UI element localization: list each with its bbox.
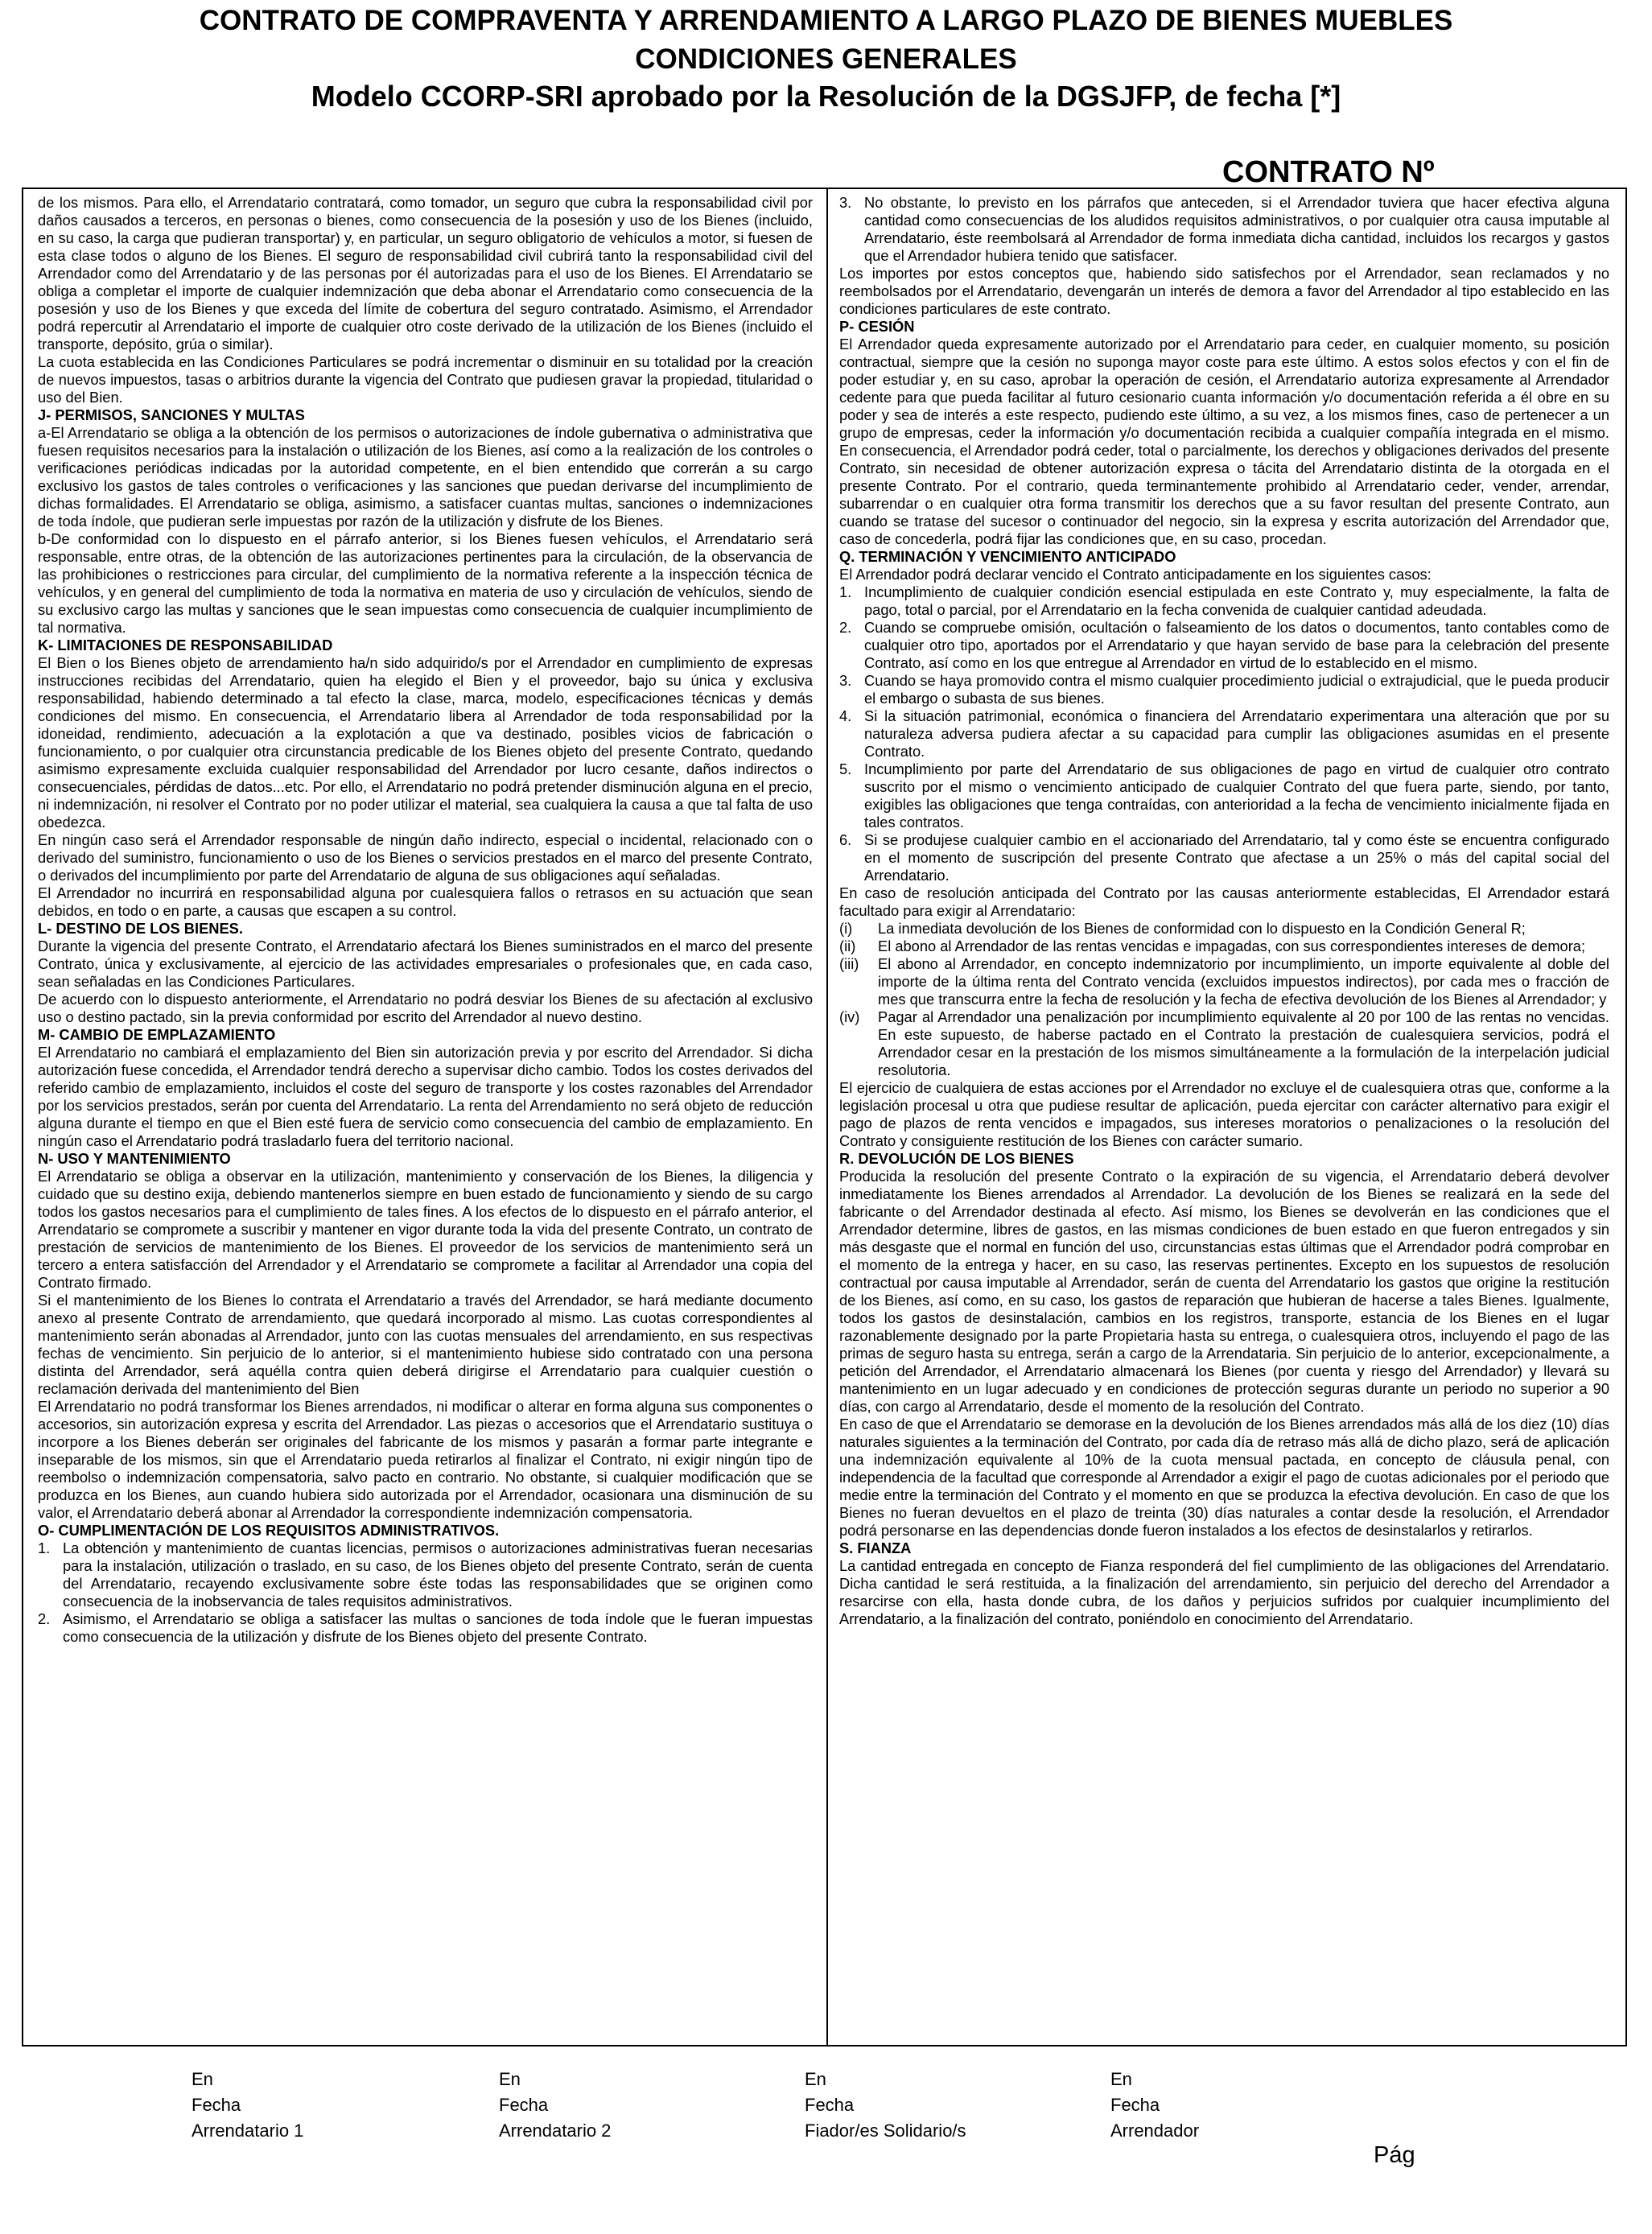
list-item	[839, 831, 1609, 884]
list-text: Si se produjese cualquier cambio en el accionariado del Arrendatario, tal y como éste se encuentra configurado en el momento de suscripción del presente Contrato que afectase a un 25% o más del capital social del Arrendatario.	[864, 831, 1609, 884]
paragraph: Producida la resolución del presente Contrato o la expiración de su vigencia, el Arrendatario deberá devolver inmediatamente los Bienes arrendados al Arrendador. La devolución de los Bienes se realizará en la sede del fabricante o del Arrendador destinada al efecto. Así mismo, los Bienes se devolverán en las condiciones que el Arrendador determine, libres de gastos, en las mismas condiciones de buen estado en que fueron entregados y sin más desgaste que el normal en función del uso, circunstancias estas últimas que el Arrendador podrá comprobar en el momento de la entrega y hacer, en su caso, las reservas pertinentes. Excepto en los supuestos de resolución contractual por causa imputable al Arrendador, serán de cuenta del Arrendatario los gastos que origine la restitución de los Bienes, así como, en su caso, los gastos de reparación que hubieran de hacerse a tales Bienes. Igualmente, todos los gastos de desinstalación, cambios en los registros, transporte, estancia de los Bienes en el lugar razonablemente designado por la parte Propietaria hasta su entrega, o cualesquiera otros, incluyendo el pago de las primas de seguro hasta su entrega, serán a cargo de la Arrendataria. Sin perjuicio de lo anterior, excepcionalmente, a petición del Arrendador, el Arrendatario almacenará los Bienes (por cuenta y riesgo del Arrendador) y llevará su mantenimiento en un lugar adecuado y en condiciones de protección seguras durante un periodo no superior a 90 días, con cargo al Arrendatario, desde el momento de la resolución del Contrato.	[839, 1168, 1609, 1415]
list-text: La obtención y mantenimiento de cuantas licencias, permisos o autorizaciones administrativas fueran necesarias para la instalación, utilización o traslado, en su caso, de los Bienes objeto del presente Contrato, serán de cuenta del Arrendatario, recayendo exclusivamente sobre éste todas las responsabilidades que se originen como consecuencia de la inobservancia de tales requisitos administrativos.	[63, 1539, 813, 1610]
section-heading-j: J- PERMISOS, SANCIONES Y MULTAS	[38, 406, 305, 423]
list-text: Incumplimiento por parte del Arrendatario de sus obligaciones de pago en virtud de cualquier otro contrato suscrito por el mismo o vencimiento anticipado de cualquier Contrato del que fuera parte, siendo, por tanto, exigibles las obligaciones que tenga contraídas, con anterioridad a la fecha de vencimiento inicialmente fijada en tales contratos.	[864, 760, 1609, 831]
signature-block-arrendatario-2	[499, 2067, 611, 2144]
signature-role: Fiador/es Solidario/s	[805, 2121, 966, 2141]
paragraph: En caso de resolución anticipada del Contrato por las causas anteriormente establecidas, El Arrendador estará facultado para exigir al Arrendatario:	[839, 884, 1609, 919]
list-item	[839, 619, 1609, 672]
section-heading-s: S. FIANZA	[839, 1539, 912, 1556]
list-item	[839, 1008, 1609, 1079]
signature-place: En	[805, 2069, 826, 2089]
list-item	[839, 583, 1609, 619]
paragraph: Durante la vigencia del presente Contrato, el Arrendatario afectará los Bienes suministrados en el marco del presente Contrato, única y exclusivamente, al ejercicio de las actividades empresariales o profesionales que, en cada caso, sean señaladas en las Condiciones Particulares.	[38, 938, 813, 990]
signature-date: Fecha	[192, 2095, 241, 2115]
signature-place: En	[499, 2069, 521, 2089]
list-number: 2.	[839, 619, 852, 636]
list-text: Si la situación patrimonial, económica o financiera del Arrendatario experimentara una alteración que por su naturaleza adversa pudiera afectar a su capacidad para cumplir las obligaciones asumidas en el presente Contrato.	[864, 707, 1609, 760]
list-item	[839, 194, 1609, 265]
signature-place: En	[192, 2069, 213, 2089]
document-title: CONTRATO DE COMPRAVENTA Y ARRENDAMIENTO A LARGO PLAZO DE BIENES MUEBLES	[199, 5, 1453, 36]
paragraph: El Arrendador queda expresamente autorizado por el Arrendatario para ceder, en cualquier momento, su posición contractual, siempre que la cesión no suponga mayor coste para este último. A estos solos efectos y con el fin de poder estudiar y, en su caso, aprobar la operación de cesión, el Arrendatario autoriza expresamente al Arrendador cedente para que pueda facilitar al futuro cesionario cuanta información y/o documentación referida a él obre en su poder y sea de interés a este respecto, pudiendo este último, a su vez, a los mismos fines, caso de pertenecer a un grupo de empresas, ceder la información y/o documentación recibida a cualquier compañía integrada en el mismo. En consecuencia, el Arrendador podrá ceder, total o parcialmente, los derechos y obligaciones derivados del presente Contrato, sin necesidad de obtener autorización expresa o tácita del Arrendatario distinta de la otorgada en el presente Contrato. Por el contrario, queda terminantemente prohibido al Arrendatario ceder, vender, arrendar, subarrendar o en cualquier otra forma transmitir los derechos que a su favor resultan del presente Contrato, aun cuando se tratase del sucesor o continuador del negocio, sin la expresa y escrita autorización del Arrendador que, caso de concederla, podrá fijar las condiciones que, en su caso, procedan.	[839, 336, 1609, 547]
list-text: El abono al Arrendador, en concepto indemnizatorio por incumplimiento, un importe equivalente al doble del importe de la última renta del Contrato vencida (excluidos impuestos indirectos), por cada mes o fracción de mes que transcurra entre la fecha de resolución y la fecha de efectiva devolución de los Bienes al Arrendador; y	[878, 955, 1609, 1008]
section-heading-n: N- USO Y MANTENIMIENTO	[38, 1150, 231, 1167]
paragraph: En caso de que el Arrendatario se demorase en la devolución de los Bienes arrendados más allá de los diez (10) días naturales siguientes a la terminación del Contrato, por cada día de retraso más allá de dicho plazo, será de aplicación una indemnización equivalente al 10% de la cuota mensual pactada, en concepto de cláusula penal, con independencia de la facultad que corresponde al Arrendador a exigir el pago de cuotas adicionales por el periodo que medie entre la terminación del Contrato y el momento en que se produzca la efectiva devolución. En caso de que los Bienes no fueran devueltos en el plazo de treinta (30) días naturales a contar desde la resolución, el Arrendador podrá personarse en las dependencias donde fueron instalados a los efectos de desinstalarlos y retirarlos.	[839, 1416, 1609, 1539]
paragraph: La cuota establecida en las Condiciones Particulares se podrá incrementar o disminuir en su totalidad por la creación de nuevos impuestos, tasas o arbitrios durante la vigencia del Contrato que pudiesen gravar la propiedad, titularidad o uso del Bien.	[38, 353, 813, 406]
list-text: Asimismo, el Arrendatario se obliga a satisfacer las multas o sanciones de toda índole que le fueran impuestas como consecuencia de la utilización y disfrute de los Bienes objeto del presente Contrato.	[63, 1610, 813, 1645]
paragraph: El Arrendatario no cambiará el emplazamiento del Bien sin autorización previa y por escrito del Arrendador. Si dicha autorización fuese concedida, el Arrendador tendrá derecho a supervisar dicho cambio. Todos los costes derivados del referido cambio de emplazamiento, incluidos el coste del seguro de transporte y los costes razonables del Arrendador por los servicios prestados, serán por cuenta del Arrendatario. La renta del Arrendamiento no será objeto de reducción alguna durante el tiempo en que el Bien esté fuera de servicio como consecuencia del cambio de emplazamiento. En ningún caso el Arrendatario podrá trasladarlo fuera del territorio nacional.	[38, 1044, 813, 1149]
list-item	[839, 938, 1609, 955]
signature-date: Fecha	[805, 2095, 855, 2115]
signature-date: Fecha	[499, 2095, 549, 2115]
section-heading-p: P- CESIÓN	[839, 318, 915, 335]
section-heading-o: O- CUMPLIMENTACIÓN DE LOS REQUISITOS ADMINISTRATIVOS.	[38, 1522, 500, 1539]
list-number: (iv)	[839, 1008, 860, 1025]
signature-role: Arrendatario 2	[499, 2121, 612, 2141]
paragraph: El Arrendador podrá declarar vencido el Contrato anticipadamente en los siguientes casos:	[839, 566, 1432, 583]
list-item	[38, 1539, 813, 1610]
list-text: La inmediata devolución de los Bienes de conformidad con lo dispuesto en la Condición General R;	[878, 920, 1526, 937]
page-label: Pág	[1374, 2142, 1415, 2168]
column-divider	[826, 188, 828, 2046]
list-number: 1.	[38, 1539, 51, 1556]
paragraph: En ningún caso será el Arrendador responsable de ningún daño indirecto, especial o incidental, relacionado con o derivado del suministro, funcionamiento o uso de los Bienes o servicios prestados en el marco del presente Contrato, o derivados del incumplimiento por parte del Arrendatario de alguna de sus obligaciones aquí señaladas.	[38, 831, 813, 884]
section-heading-q: Q. TERMINACIÓN Y VENCIMIENTO ANTICIPADO	[839, 548, 1176, 565]
list-number: 4.	[839, 707, 852, 724]
signature-role: Arrendador	[1110, 2121, 1200, 2141]
paragraph: El Bien o los Bienes objeto de arrendamiento ha/n sido adquirido/s por el Arrendador en cumplimiento de expresas instrucciones recibidas del Arrendatario, quien ha elegido el Bien y el proveedor, bajo su única y exclusiva responsabilidad, habiendo determinado a tal efecto la clase, marca, modelo, especificaciones técnicas y demás condiciones del mismo. En consecuencia, el Arrendatario libera al Arrendador de toda responsabilidad por la idoneidad, rendimiento, adecuación a la explotación a que va destinado, posibles vicios de fabricación o funcionamiento, o por cualquier otra circunstancia predicable de los Bienes objeto del presente Contrato, quedando asimismo expresamente excluida cualquier responsabilidad del Arrendador por lucro cesante, daños indirectos o consecuenciales, pérdidas de datos...etc. Por ello, el Arrendatario no podrá pretender disminución alguna en el precio, ni indemnización, ni resolver el Contrato por no poder utilizar el material, sea cualquiera la causa a que tal falta de uso obedezca.	[38, 654, 813, 831]
model-reference: Modelo CCORP-SRI aprobado por la Resolución de la DGSJFP, de fecha [*]	[311, 80, 1341, 113]
section-heading-l: L- DESTINO DE LOS BIENES.	[38, 920, 243, 937]
list-number: (iii)	[839, 955, 859, 972]
list-item	[839, 920, 1609, 938]
list-text: Pagar al Arrendador una penalización por incumplimiento equivalente al 20 por 100 de las rentas no vencidas. En este supuesto, de haberse pactado en el Contrato la prestación de cualesquiera servicios, podrá el Arrendador cesar en la prestación de los mismos simultáneamente a la formulación de la interpelación judicial resolutoria.	[878, 1008, 1609, 1078]
list-text: Incumplimiento de cualquier condición esencial estipulada en este Contrato y, muy especialmente, la falta de pago, total o parcial, por el Arrendatario en la fecha convenida de cualquier cantidad adeudada.	[864, 583, 1609, 618]
left-column	[38, 194, 813, 2035]
paragraph: Los importes por estos conceptos que, habiendo sido satisfechos por el Arrendador, sean reclamados y no reembolsados por el Arrendatario, devengarán un interés de demora a favor del Arrendador al tipo establecido en las condiciones particulares de este contrato.	[839, 265, 1609, 317]
signature-block-fiador	[805, 2067, 966, 2144]
list-number: 2.	[38, 1610, 51, 1627]
list-item	[839, 707, 1609, 760]
paragraph: a-El Arrendatario se obliga a la obtención de los permisos o autorizaciones de índole gubernativa o administrativa que fuesen requisitos necesarios para la instalación o utilización de los Bienes, así como a la realización de los controles o verificaciones periódicas indicadas por la autoridad competente, en el bien entendido que correrán a su cargo exclusivo los gastos de tales controles o verificaciones y las sanciones que puedan derivarse del incumplimiento de dichas formalidades. El Arrendatario se obliga, asimismo, a satisfacer cuantas multas, sanciones o indemnizaciones de toda índole, que pudieran serle impuestas por razón de la utilización y disfrute de los Bienes.	[38, 424, 813, 530]
paragraph: El ejercicio de cualquiera de estas acciones por el Arrendador no excluye el de cualesquiera otras que, conforme a la legislación procesal u otra que pudiese resultar de aplicación, pueda ejercitar con carácter alternativo para exigir el pago de plazos de renta vencidos e impagados, sus intereses moratorios o penalizaciones o la resolución del Contrato y consiguiente restitución de los Bienes con carácter sumario.	[839, 1079, 1609, 1149]
signature-role: Arrendatario 1	[192, 2121, 304, 2141]
paragraph: de los mismos. Para ello, el Arrendatario contratará, como tomador, un seguro que cubra la responsabilidad civil por daños causados a terceros, en personas o bienes, como consecuencia de la posesión y uso de los Bienes (incluido, en su caso, la carga que pudieran transportar) y, en particular, un seguro obligatorio de vehículos a motor, si fuesen de esta clase todos o alguno de los Bienes. El seguro de responsabilidad civil cubrirá tanto la responsabilidad civil del Arrendador como del Arrendatario y de las personas por él autorizadas para el uso de los Bienes. El Arrendatario se obliga a completar el importe de cualquier indemnización que deba abonar el Arrendatario como consecuencia de la posesión y uso de los Bienes y que exceda del límite de cobertura del seguro contratado. Asimismo, el Arrendador podrá repercutir al Arrendatario el importe de cualquier otro coste derivado de la utilización de los Bienes (incluido el transporte, depósito, grúa o similar).	[38, 194, 813, 352]
list-item	[839, 760, 1609, 831]
paragraph: El Arrendador no incurrirá en responsabilidad alguna por cualesquiera fallos o retrasos en su actuación que sean debidos, en todo o en parte, a causas que escapen a su control.	[38, 884, 813, 919]
list-text: Cuando se haya promovido contra el mismo cualquier procedimiento judicial o extrajudicial, que le pueda producir el embargo o subasta de sus bienes.	[864, 672, 1609, 707]
paragraph: La cantidad entregada en concepto de Fianza responderá del fiel cumplimiento de las obligaciones del Arrendatario. Dicha cantidad le será restituida, a la finalización del arrendamiento, sin perjuicio del derecho del Arrendador a resarcirse con ella, hasta donde cubra, de los daños y perjuicios sufridos por cualquier incumplimiento del Arrendatario, a la finalización del contrato, poniéndolo en conocimiento del Arrendatario.	[839, 1557, 1609, 1627]
list-number: 1.	[839, 583, 852, 600]
paragraph: b-De conformidad con lo dispuesto en el párrafo anterior, si los Bienes fuesen vehículos, el Arrendatario será responsable, entre otras, de la obtención de las autorizaciones pertinentes para la circulación, de la observancia de las prohibiciones o restricciones para circular, del cumplimiento de la normativa referente a la inspección técnica de vehículos, y en general del cumplimiento de toda la normativa en materia de uso y circulación de vehículos, siendo de su exclusivo cargo las multas y sanciones que le sean impuestas como consecuencia de cualquier incumplimiento de tal normativa.	[38, 530, 813, 636]
right-column	[839, 194, 1609, 2035]
section-heading-m: M- CAMBIO DE EMPLAZAMIENTO	[38, 1026, 276, 1043]
list-number: 3.	[839, 194, 852, 211]
list-number: (i)	[839, 920, 853, 937]
paragraph: Si el mantenimiento de los Bienes lo contrata el Arrendatario a través del Arrendador, se hará mediante documento anexo al presente Contrato de arrendamiento, que quedará incorporado al mismo. Las cuotas correspondientes al mantenimiento serán abonadas al Arrendador, junto con las cuotas mensuales del arrendamiento, en sus respectivas fechas de vencimiento. Sin perjuicio de lo anterior, si el mantenimiento hubiese sido contratado con una persona distinta del Arrendador, será aquélla contra quien deberá dirigirse el Arrendatario para cualquier cuestión o reclamación derivada del mantenimiento del Bien	[38, 1292, 813, 1397]
list-item	[839, 955, 1609, 1008]
signature-place: En	[1110, 2069, 1132, 2089]
signature-date: Fecha	[1110, 2095, 1160, 2115]
signature-block-arrendatario-1	[192, 2067, 303, 2144]
list-item	[38, 1610, 813, 1646]
list-number: 3.	[839, 672, 852, 689]
list-text: Cuando se compruebe omisión, ocultación o falseamiento de los datos o documentos, tanto contables como de cualquier otro tipo, aportados por el Arrendatario y que hayan servido de base para la celebración del presente Contrato, así como en los que entregue al Arrendador en virtud de lo establecido en el mismo.	[864, 619, 1609, 671]
list-text: No obstante, lo previsto en los párrafos que anteceden, si el Arrendador tuviera que hacer efectiva alguna cantidad como consecuencias de los aludidos requisitos administrativos, o por cualquier otra causa imputable al Arrendatario, éste reembolsará al Arrendador de forma inmediata dicha cantidad, incluidos los recargos y gastos que el Arrendador hubiera tenido que satisfacer.	[864, 194, 1609, 264]
list-number: (ii)	[839, 938, 856, 954]
contract-number-label: CONTRATO Nº	[1222, 155, 1435, 189]
section-heading-k: K- LIMITACIONES DE RESPONSABILIDAD	[38, 637, 333, 653]
paragraph: El Arrendatario se obliga a observar en la utilización, mantenimiento y conservación de los Bienes, la diligencia y cuidado que su destino exija, debiendo mantenerlos siempre en buen estado de funcionamiento y siendo de su cargo todos los gastos necesarios para el cumplimiento de tales fines. A los efectos de lo dispuesto en el párrafo anterior, el Arrendatario se compromete a suscribir y mantener en vigor durante toda la vida del presente Contrato, un contrato de prestación de servicios de mantenimiento de los Bienes. El proveedor de los servicios de mantenimiento será un tercero a entera satisfacción del Arrendador y el Arrendatario se compromete a facilitar al Arrendador una copia del Contrato firmado.	[38, 1168, 813, 1291]
list-text: El abono al Arrendador de las rentas vencidas e impagadas, con sus correspondientes intereses de demora;	[878, 938, 1586, 954]
signature-block-arrendador	[1110, 2067, 1199, 2144]
list-number: 5.	[839, 760, 852, 777]
document-subtitle: CONDICIONES GENERALES	[635, 43, 1017, 75]
section-heading-r: R. DEVOLUCIÓN DE LOS BIENES	[839, 1150, 1074, 1167]
list-number: 6.	[839, 831, 852, 848]
paragraph: De acuerdo con lo dispuesto anteriormente, el Arrendatario no podrá desviar los Bienes de su afectación al exclusivo uso o destino pactado, sin la previa conformidad por escrito del Arrendador al nuevo destino.	[38, 991, 813, 1025]
paragraph: El Arrendatario no podrá transformar los Bienes arrendados, ni modificar o alterar en forma alguna sus componentes o accesorios, sin autorización expresa y escrita del Arrendador. Las piezas o accesorios que el Arrendatario sustituya o incorpore a los Bienes deberán ser originales del fabricante de los mismos y pasarán a formar parte integrante e inseparable de los mismos, sin que el Arrendatario pueda retirarlos al finalizar el Contrato, ni exigir ningún tipo de reembolso o indemnización compensatoria, salvo pacto en contrario. No obstante, si cualquier modificación que se produzca en los Bienes, aun cuando hubiera sido autorizada por el Arrendador, ocasionara una disminución de su valor, el Arrendatario deberá abonar al Arrendador la correspondiente indemnización compensatoria.	[38, 1398, 813, 1521]
list-item	[839, 672, 1609, 707]
